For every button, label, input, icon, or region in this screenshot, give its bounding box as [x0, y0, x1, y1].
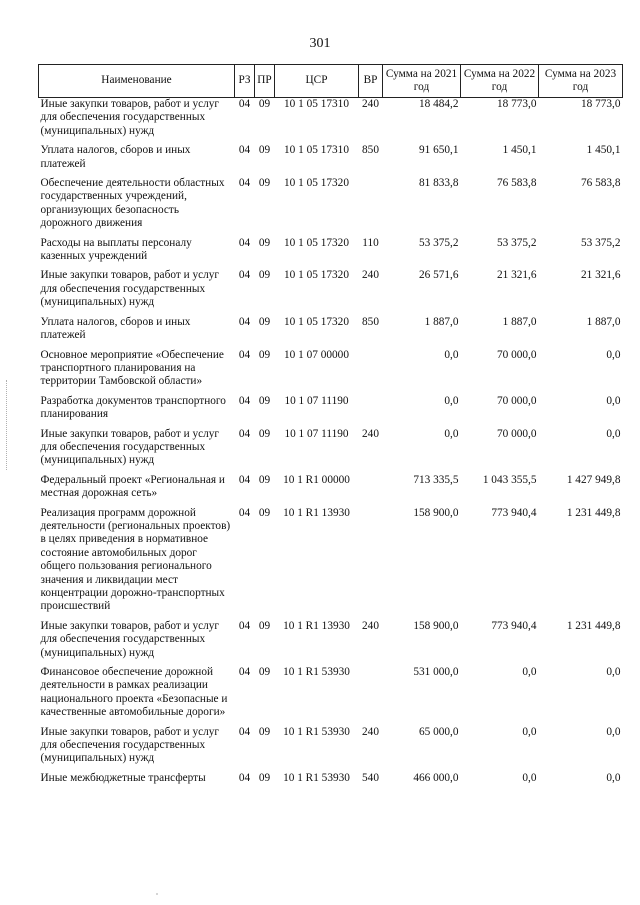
cell-sum-2021: 0,0 — [444, 427, 459, 440]
scan-margin-mark — [6, 380, 8, 470]
header-rz: РЗ — [235, 65, 255, 98]
cell-csr: 10 1 05 17320 — [284, 315, 349, 328]
table-body — [39, 98, 623, 792]
page-number: 301 — [309, 36, 331, 51]
table-row — [39, 474, 623, 507]
cell-pr: 09 — [258, 771, 271, 784]
cell-pr: 09 — [258, 177, 271, 190]
cell-pr: 09 — [258, 666, 271, 679]
cell-pr: 09 — [258, 506, 271, 519]
cell-sum-2021: 91 650,1 — [418, 144, 459, 157]
cell-rz: 04 — [238, 506, 251, 519]
cell-sum-2022: 70 000,0 — [496, 348, 537, 361]
table-row — [39, 177, 623, 237]
cell-sum-2021: 0,0 — [444, 348, 459, 361]
cell-sum-2021: 1 887,0 — [424, 315, 459, 328]
cell-vr — [359, 177, 383, 237]
cell-pr: 09 — [258, 98, 271, 110]
cell-rz: 04 — [238, 177, 251, 190]
cell-sum-2023: 76 583,8 — [580, 177, 621, 190]
cell-sum-2023: 1 231 449,8 — [566, 619, 621, 632]
cell-rz: 04 — [238, 473, 251, 486]
cell-sum-2022: 0,0 — [522, 725, 537, 738]
cell-vr: 240 — [362, 98, 379, 110]
cell-sum-2021: 158 900,0 — [413, 506, 459, 519]
cell-name: Обеспечение деятельности областных государственных учреждений, организующих безопасность дорожного движения — [40, 177, 225, 230]
cell-rz: 04 — [238, 315, 251, 328]
cell-sum-2023: 1 887,0 — [586, 315, 621, 328]
cell-csr: 10 1 R1 53930 — [283, 666, 350, 679]
cell-sum-2023: 21 321,6 — [580, 269, 621, 282]
header-csr: ЦСР — [275, 65, 359, 98]
header-name: Наименование — [39, 65, 235, 98]
cell-sum-2022: 76 583,8 — [496, 177, 537, 190]
cell-name: Иные закупки товаров, работ и услуг для обеспечения государственных (муниципальных) нужд — [40, 427, 220, 467]
cell-rz: 04 — [238, 269, 251, 282]
cell-vr: 240 — [362, 725, 379, 738]
header-pr: ПР — [255, 65, 275, 98]
cell-rz: 04 — [238, 771, 251, 784]
cell-pr: 09 — [258, 427, 271, 440]
cell-sum-2022: 1 450,1 — [502, 144, 537, 157]
cell-sum-2023: 0,0 — [606, 725, 621, 738]
cell-pr: 09 — [258, 473, 271, 486]
cell-name: Федеральный проект «Региональная и местная дорожная сеть» — [40, 473, 225, 500]
cell-rz: 04 — [238, 394, 251, 407]
cell-vr: 240 — [362, 427, 379, 440]
cell-name: Разработка документов транспортного планирования — [40, 394, 226, 421]
cell-pr: 09 — [258, 315, 271, 328]
cell-sum-2022: 1 887,0 — [502, 315, 537, 328]
cell-sum-2021: 53 375,2 — [418, 236, 459, 249]
cell-vr: 240 — [362, 619, 379, 632]
cell-sum-2023: 1 427 949,8 — [566, 473, 621, 486]
cell-pr: 09 — [258, 144, 271, 157]
cell-csr: 10 1 05 17310 — [284, 98, 349, 110]
header-sum-2022: Сумма на 2022 год — [461, 65, 539, 98]
table-row — [39, 269, 623, 315]
cell-rz: 04 — [238, 236, 251, 249]
cell-sum-2021: 81 833,8 — [418, 177, 459, 190]
cell-csr: 10 1 R1 53930 — [283, 771, 350, 784]
table-row — [39, 507, 623, 620]
cell-name: Уплата налогов, сборов и иных платежей — [40, 315, 191, 342]
cell-sum-2022: 0,0 — [522, 771, 537, 784]
cell-sum-2021: 18 484,2 — [418, 98, 459, 110]
cell-sum-2023: 0,0 — [606, 666, 621, 679]
cell-sum-2022: 1 043 355,5 — [482, 473, 537, 486]
cell-sum-2022: 21 321,6 — [496, 269, 537, 282]
cell-rz: 04 — [238, 725, 251, 738]
cell-pr: 09 — [258, 348, 271, 361]
cell-name: Реализация программ дорожной деятельности (региональных проектов) в целях приведения в нормативное состояние автомобильных дорог общего пользования регионального значения и ликвидации мест концентрации дорожно-транспортных происшествий — [40, 506, 231, 613]
cell-rz: 04 — [238, 427, 251, 440]
cell-name: Основное мероприятие «Обеспечение транспортного планирования на территории Тамбовской области» — [40, 348, 224, 388]
header-vr: ВР — [359, 65, 383, 98]
cell-sum-2021: 531 000,0 — [413, 666, 459, 679]
cell-name: Расходы на выплаты персоналу казенных учреждений — [40, 236, 192, 263]
cell-sum-2021: 158 900,0 — [413, 619, 459, 632]
cell-csr: 10 1 R1 00000 — [283, 473, 350, 486]
table-row — [39, 144, 623, 177]
cell-sum-2021: 713 335,5 — [413, 473, 459, 486]
cell-vr — [359, 349, 383, 395]
table-row — [39, 772, 623, 791]
cell-rz: 04 — [238, 619, 251, 632]
cell-pr: 09 — [258, 619, 271, 632]
table-row — [39, 666, 623, 726]
cell-rz: 04 — [238, 144, 251, 157]
table-row — [39, 428, 623, 474]
cell-csr: 10 1 07 11190 — [284, 427, 349, 440]
header-sum-2021: Сумма на 2021 год — [383, 65, 461, 98]
cell-sum-2023: 0,0 — [606, 427, 621, 440]
cell-sum-2022: 70 000,0 — [496, 394, 537, 407]
cell-sum-2023: 53 375,2 — [580, 236, 621, 249]
cell-sum-2021: 466 000,0 — [413, 771, 459, 784]
cell-sum-2023: 18 773,0 — [580, 98, 621, 110]
cell-sum-2023: 0,0 — [606, 394, 621, 407]
cell-csr: 10 1 05 17320 — [284, 177, 349, 190]
cell-vr: 240 — [362, 269, 379, 282]
cell-name: Финансовое обеспечение дорожной деятельности в рамках реализации национального проекта «Безопасные и качественные автомобильные дороги» — [40, 666, 228, 719]
cell-name: Иные закупки товаров, работ и услуг для обеспечения государственных (муниципальных) нужд — [40, 725, 220, 765]
table-row — [39, 726, 623, 772]
cell-sum-2022: 70 000,0 — [496, 427, 537, 440]
cell-rz: 04 — [238, 666, 251, 679]
cell-sum-2022: 53 375,2 — [496, 236, 537, 249]
cell-pr: 09 — [258, 236, 271, 249]
cell-sum-2021: 0,0 — [444, 394, 459, 407]
scan-dot — [156, 893, 158, 895]
cell-vr — [359, 474, 383, 507]
cell-sum-2021: 65 000,0 — [418, 725, 459, 738]
cell-vr: 540 — [362, 771, 379, 784]
cell-name: Иные закупки товаров, работ и услуг для обеспечения государственных (муниципальных) нужд — [40, 98, 220, 137]
cell-csr: 10 1 05 17320 — [284, 269, 349, 282]
table-row — [39, 237, 623, 270]
table-row — [39, 316, 623, 349]
cell-vr: 850 — [362, 144, 379, 157]
table-header — [39, 65, 623, 98]
header-sum-2023: Сумма на 2023 год — [539, 65, 623, 98]
cell-sum-2023: 1 231 449,8 — [566, 506, 621, 519]
cell-sum-2022: 773 940,4 — [491, 506, 537, 519]
cell-csr: 10 1 R1 53930 — [283, 725, 350, 738]
budget-table — [38, 64, 623, 791]
cell-pr: 09 — [258, 725, 271, 738]
table-row — [39, 620, 623, 666]
cell-vr — [359, 395, 383, 428]
cell-sum-2023: 0,0 — [606, 771, 621, 784]
cell-sum-2022: 0,0 — [522, 666, 537, 679]
cell-pr: 09 — [258, 269, 271, 282]
cell-csr: 10 1 07 00000 — [284, 348, 349, 361]
cell-vr — [359, 507, 383, 620]
cell-sum-2023: 0,0 — [606, 348, 621, 361]
table-row — [39, 349, 623, 395]
cell-name: Иные закупки товаров, работ и услуг для обеспечения государственных (муниципальных) нужд — [40, 619, 220, 659]
cell-sum-2022: 773 940,4 — [491, 619, 537, 632]
cell-name: Иные закупки товаров, работ и услуг для обеспечения государственных (муниципальных) нужд — [40, 269, 220, 309]
cell-rz: 04 — [238, 98, 251, 110]
table-row — [39, 395, 623, 428]
cell-csr: 10 1 05 17310 — [284, 144, 349, 157]
cell-vr: 110 — [362, 236, 379, 249]
cell-csr: 10 1 05 17320 — [284, 236, 349, 249]
cell-pr: 09 — [258, 394, 271, 407]
cell-sum-2021: 26 571,6 — [418, 269, 459, 282]
cell-csr: 10 1 07 11190 — [284, 394, 349, 407]
cell-sum-2023: 1 450,1 — [586, 144, 621, 157]
cell-name: Уплата налогов, сборов и иных платежей — [40, 144, 191, 170]
cell-name: Иные межбюджетные трансферты — [40, 771, 206, 784]
cell-csr: 10 1 R1 13930 — [283, 619, 350, 632]
cell-vr — [359, 666, 383, 726]
cell-rz: 04 — [238, 348, 251, 361]
table-row — [39, 98, 623, 145]
cell-sum-2022: 18 773,0 — [496, 98, 537, 110]
cell-vr: 850 — [362, 315, 379, 328]
cell-csr: 10 1 R1 13930 — [283, 506, 350, 519]
